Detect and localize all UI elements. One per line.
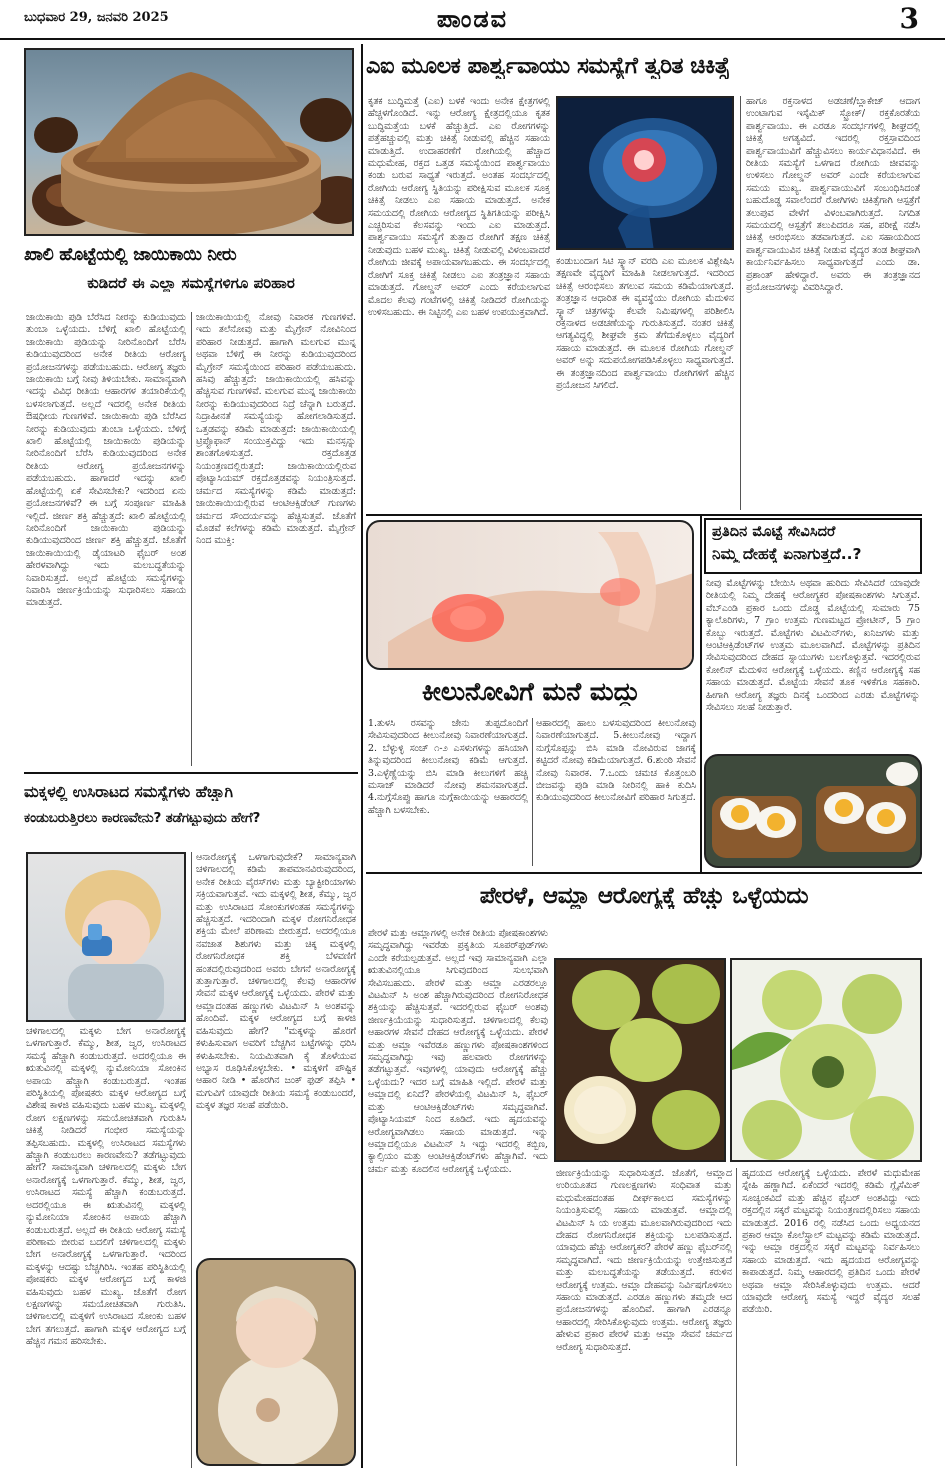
child-headline-line1: ಮಕ್ಕಳಲ್ಲಿ ಉಸಿರಾಟದ ಸಮಸ್ಯೆಗಳು ಹೆಚ್ಚಾಗಿ xyxy=(24,784,234,801)
ai-bottom-rule xyxy=(366,514,922,516)
knee-body-col1: 1.ತುಳಸಿ ರಸವನ್ನು ಜೇನು ತುಪ್ಪದೊಂದಿಗೆ ಸೇವಿಸುವುದರಿಂದ ಕೀಲುನೋವು ನಿವಾರಣೆಯಾಗುತ್ತದೆ. 2. ಬೆಳ್ಳುಳ್ಳಿ ಸಂಚ್ ೧-೨ ಎಸಳುಗಳನ್ನು ಹಸಿಯಾಗಿ ತಿನ್ನುವುದರಿಂದ ಕೀಲುನೋವು ಕಡಿಮೆ ಆಗುತ್ತದೆ. 3.ಎಳ್ಳೆಣ್ಣೆಯನ್ನು ಬಿಸಿ ಮಾಡಿ ಕೀಲುಗಳಿಗೆ ಹಚ್ಚಿ ಮಸಾಜ್ ಮಾಡಿದರೆ ನೋವು ಶಮನವಾಗುತ್ತದೆ. 4.ನುಗ್ಗೆಸೊಪ್ಪು ಹಾಗೂ ನುಗ್ಗೆಕಾಯಿಯನ್ನು ಆಹಾರದಲ್ಲಿ ಹೆಚ್ಚಾಗಿ ಬಳಸಬೇಕು. xyxy=(368,718,528,816)
knee-body-col2: ಆಹಾರದಲ್ಲಿ ಹಾಲು ಬಳಸುವುದರಿಂದ ಕೀಲುನೋವು ನಿವಾರಣೆಯಾಗುತ್ತದೆ. 5.ಕೀಲುನೋವು ಇದ್ದಾಗ ನುಗ್ಗೆಸೊಪ್ಪನ್ನು ಬಿಸಿ ಮಾಡಿ ನೋವಿರುವ ಜಾಗಕ್ಕೆ ಕಟ್ಟಿದರೆ ನೋವು ಕಡಿಮೆಯಾಗುತ್ತದೆ. 6.ಶುಂಠಿ ಸೇವನೆ ನೋವು ನಿವಾರಕ. 7.ಒಂದು ಚಮಚ ಕೊತ್ತಂಬರಿ ಬೀಜವನ್ನು ಪುಡಿ ಮಾಡಿ ನೀರಿನಲ್ಲಿ ಹಾಕಿ ಕುದಿಸಿ ಕುಡಿಯುವುದರಿಂದ ಕೀಲುನೋವಿಗೆ ಪರಿಹಾರ ಸಿಗುತ್ತದೆ. xyxy=(536,718,696,804)
guava-body-col3: ಹೃದಯದ ಆರೋಗ್ಯಕ್ಕೆ ಒಳ್ಳೆಯದು. ಪೇರಳೆ ಮಧುಮೇಹ ಸ್ನೇಹಿ ಹಣ್ಣಾಗಿದೆ. ಏಕೆಂದರೆ ಇದರಲ್ಲಿ ಕಡಿಮೆ ಗ್ಲೈಸೆಮಿಕ್ ಸೂಚ್ಯಂಕವಿದೆ ಮತ್ತು ಹೆಚ್ಚಿನ ಫೈಬರ್ ಅಂಶವಿದ್ದು ಇದು ರಕ್ತದಲ್ಲಿನ ಸಕ್ಕರೆ ಮಟ್ಟವನ್ನು ನಿಯಂತ್ರಣದಲ್ಲಿರಿಸಲು ಸಹಾಯ ಮಾಡುತ್ತದೆ. 2016 ರಲ್ಲಿ ನಡೆಸಿದ ಒಂದು ಅಧ್ಯಯನದ ಪ್ರಕಾರ ಆಮ್ಲಾ ಕೊಲೆಸ್ಟ್ರಾಲ್ ಮಟ್ಟವನ್ನು ಕಡಿಮೆ ಮಾಡುತ್ತದೆ. ಇನ್ನು ಆಮ್ಲಾ ರಕ್ತದಲ್ಲಿನ ಸಕ್ಕರೆ ಮಟ್ಟವನ್ನು ನಿರ್ವಹಿಸಲು ಸಹಾಯ ಮಾಡುತ್ತದೆ. ಇದು ಹೃದಯದ ಆರೋಗ್ಯವನ್ನು ಕಾಪಾಡುತ್ತದೆ. ನಿಮ್ಮ ಆಹಾರದಲ್ಲಿ ಪ್ರತಿದಿನ ಒಂದು ಪೇರಳೆ ಅಥವಾ ಆಮ್ಲಾ ಸೇರಿಸಿಕೊಳ್ಳುವುದು ಉತ್ತಮ. ಆದರೆ ಯಾವುದೇ ಆರೋಗ್ಯ ಸಮಸ್ಯೆ ಇದ್ದರೆ ವೈದ್ಯರ ಸಲಹೆ ಪಡೆಯಿರಿ. xyxy=(742,1168,920,1316)
eggs-headline-line2: ನಿಮ್ಮ ದೇಹಕ್ಕೆ ಏನಾಗುತ್ತದೆ..? xyxy=(712,546,862,564)
eggs-body: ನೀವು ಮೊಟ್ಟೆಗಳನ್ನು ಬೇಯಿಸಿ ಅಥವಾ ಹುರಿದು ಸೇವಿಸಿದರೆ ಯಾವುದೇ ರೀತಿಯಲ್ಲಿ ನಿಮ್ಮ ದೇಹಕ್ಕೆ ಆರೋಗ್ಯಕರ ಪೋಷಕಾಂಶಗಳು ಸಿಗುತ್ತವೆ. ವೆಬ್‌ಎಂಡಿ ಪ್ರಕಾರ ಒಂದು ದೊಡ್ಡ ಮೊಟ್ಟೆಯಲ್ಲಿ ಸುಮಾರು 75 ಕ್ಯಾಲೊರಿಗಳು, 7 ಗ್ರಾಂ ಉತ್ತಮ ಗುಣಮಟ್ಟದ ಪ್ರೋಟೀನ್, 5 ಗ್ರಾಂ ಕೊಬ್ಬು ಇರುತ್ತದೆ. ಮೊಟ್ಟೆಗಳು ವಿಟಮಿನ್‌ಗಳು, ಖನಿಜಗಳು ಮತ್ತು ಆಂಟಿಆಕ್ಸಿಡೆಂಟ್‌ಗಳ ಉತ್ತಮ ಮೂಲವಾಗಿದೆ. ಮೊಟ್ಟೆಗಳನ್ನು ಪ್ರತಿದಿನ ಸೇವಿಸುವುದರಿಂದ ದೇಹದ ಸ್ನಾಯುಗಳು ಬಲಗೊಳ್ಳುತ್ತವೆ. ಇದರಲ್ಲಿರುವ ಕೋಲಿನ್ ಮೆದುಳಿನ ಆರೋಗ್ಯಕ್ಕೆ ಒಳ್ಳೆಯದು. ಕಣ್ಣಿನ ಆರೋಗ್ಯಕ್ಕೆ ಸಹ ಸಹಾಯ ಮಾಡುತ್ತದೆ. ಮೊಟ್ಟೆಯ ಸೇವನೆ ತೂಕ ಇಳಿಕೆಗೂ ಸಹಕಾರಿ. ಹೀಗಾಗಿ ಆರೋಗ್ಯ ತಜ್ಞರು ದಿನಕ್ಕೆ ಒಂದರಿಂದ ಎರಡು ಮೊಟ್ಟೆಗಳನ್ನು ಸೇವಿಸಲು ಸಲಹೆ ನೀಡುತ್ತಾರೆ. xyxy=(706,578,920,714)
eggs-headline-box xyxy=(704,518,922,574)
baby-photo xyxy=(196,1258,356,1466)
amla-photo xyxy=(730,958,922,1162)
knee-headline: ಕೀಲುನೋವಿಗೆ ಮನೆ ಮದ್ದು xyxy=(422,678,640,706)
brain-illustration xyxy=(558,98,734,250)
guava-body-col1: ಪೇರಳೆ ಮತ್ತು ಆಮ್ಲಾಗಳಲ್ಲಿ ಅನೇಕ ರೀತಿಯ ಪೋಷಕಾಂಶಗಳು ಸಮೃದ್ಧವಾಗಿದ್ದು ಇವರೆಡು ಪ್ರಕೃತಿಯ ಸೂಪರ್‌ಫುಡ್‌ಗಳು ಎಂದೇ ಕರೆಯಲ್ಪಡುತ್ತವೆ. ಅಲ್ಲದೆ ಇವು ಸಾಮಾನ್ಯವಾಗಿ ಎಲ್ಲಾ ಋತುವಿನಲ್ಲಿಯೂ ಸಿಗುವುದರಿಂದ ಸುಲಭವಾಗಿ ಸೇವಿಸಬಹುದು. ಪೇರಳೆ ಮತ್ತು ಆಮ್ಲಾ ಎರಡರಲ್ಲೂ ವಿಟಮಿನ್ ಸಿ ಅಂಶ ಹೆಚ್ಚಾಗಿರುವುದರಿಂದ ರೋಗನಿರೋಧಕ ಶಕ್ತಿಯನ್ನು ಹೆಚ್ಚಿಸುತ್ತವೆ. ಇದರಲ್ಲಿರುವ ಫೈಬರ್ ಅಂಶವು ಜೀರ್ಣಕ್ರಿಯೆಯನ್ನು ಸುಧಾರಿಸುತ್ತದೆ. ಚಳಿಗಾಲದಲ್ಲಿ ಕೆಲವು ಆಹಾರಗಳ ಸೇವನೆ ದೇಹದ ಆರೋಗ್ಯಕ್ಕೆ ಒಳ್ಳೆಯದು. ಪೇರಳೆ ಮತ್ತು ಆಮ್ಲಾ ಇವೆರಡೂ ಹಣ್ಣುಗಳು ಪೋಷಕಾಂಶಗಳಿಂದ ಸಮೃದ್ಧವಾಗಿದ್ದು ಇವು ಹಲವಾರು ರೋಗಗಳನ್ನು ತಡೆಗಟ್ಟುತ್ತವೆ. ಇವುಗಳಲ್ಲಿ ಯಾವುದು ಆರೋಗ್ಯಕ್ಕೆ ಹೆಚ್ಚು ಒಳ್ಳೆಯದು? ಇದರ ಬಗ್ಗೆ ಮಾಹಿತಿ ಇಲ್ಲಿದೆ. ಪೇರಳೆ ಮತ್ತು ಆಮ್ಲಾದಲ್ಲಿ ಏನಿದೆ? ಪೇರಳೆಯಲ್ಲಿ ವಿಟಮಿನ್ ಸಿ, ಫೈಬರ್ ಮತ್ತು ಆಂಟಿಆಕ್ಸಿಡೆಂಟ್‌ಗಳು ಸಮೃದ್ಧವಾಗಿವೆ. ಪೊಟ್ಯಾಸಿಯಮ್ ನಿಂದ ಕೂಡಿದೆ. ಇದು ಹೃದಯವನ್ನು ಆರೋಗ್ಯವಾಗಿಡಲು ಸಹಾಯ ಮಾಡುತ್ತದೆ. ಇನ್ನು ಆಮ್ಲಾದಲ್ಲಿಯೂ ವಿಟಮಿನ್ ಸಿ ಇದ್ದು ಇದರಲ್ಲಿ ಕಬ್ಬಿಣ, ಕ್ಯಾಲ್ಸಿಯಂ ಮತ್ತು ಆಂಟಿಆಕ್ಸಿಡೆಂಟ್‌ಗಳು ಹೆಚ್ಚಾಗಿವೆ. ಇದು ಚರ್ಮ ಮತ್ತು ಕೂದಲಿನ ಆರೋಗ್ಯಕ್ಕೆ ಒಳ್ಳೆಯದು. xyxy=(368,928,548,1175)
nutmeg-headline-line1: ಖಾಲಿ ಹೊಟ್ಟೆಯಲ್ಲಿ ಜಾಯಿಕಾಯಿ ನೀರು xyxy=(24,246,237,265)
knee-col-rule xyxy=(532,718,533,866)
ai-body-col3: ಹಾಗೂ ರಕ್ತನಾಳದ ಅಡಚಣೆ/ಬ್ಲಾಕೇಜ್ ಆದಾಗ ಉಂಟಾಗುವ ಇಸ್ಕೆಮಿಕ್ ಸ್ಟ್ರೋಕ್/ ರಕ್ತಕೊರತೆಯ ಪಾರ್ಶ್ವವಾಯು. ಈ ಎರಡೂ ಸಂದರ್ಭಗಳಲ್ಲಿ ಶೀಘ್ರದಲ್ಲಿ ಚಿಕಿತ್ಸೆ ಅಗತ್ಯವಿದೆ. ಇದರಲ್ಲಿ ರಕ್ತಸ್ರಾವದಿಂದ ಪಾರ್ಶ್ವವಾಯುವಿಗೆ ಹೆಚ್ಚುವಿಸಲು ಕಾರ್ಯವಿಧಾನವಿದೆ. ಈ ರೀತಿಯ ಸಮಸ್ಯೆಗೆ ಒಳಗಾದ ರೋಗಿಯ ಜೀವವನ್ನು ಉಳಿಸಲು ಗೋಲ್ಡನ್ ಅವರ್ ಎಂದೇ ಕರೆಯಲಾಗುವ ಸಮಯ ಮುಖ್ಯ. ಪಾರ್ಶ್ವವಾಯುವಿಗೆ ಸಂಬಂಧಿಸಿದಂತೆ ಬಹುದೊಡ್ಡ ಸವಾಲೆಂದರೆ ರೋಗಿಗಳು ಚಿಕಿತ್ಸೆಗಾಗಿ ಆಸ್ಪತ್ರೆಗೆ ತಲುಪುವ ವೇಳೆಗೆ ವಿಳಂಬವಾಗಿರುತ್ತದೆ. ನಿಗದಿತ ಸಮಯದಲ್ಲಿ ಆಸ್ಪತ್ರೆಗೆ ತಲುಪಿದರೂ ಸಹ, ಪರೀಕ್ಷೆ ನಡೆಸಿ ಚಿಕಿತ್ಸೆ ಆರಂಭಿಸಲು ತಡವಾಗುತ್ತದೆ. ಎಐ ಸಹಾಯದಿಂದ ಪಾರ್ಶ್ವವಾಯುವಿನ ಚಿಕಿತ್ಸೆ ನೀಡುವ ವೈದ್ಯರ ತಂಡ ಶೀಘ್ರವಾಗಿ ಕಾರ್ಯನಿರ್ವಹಿಸಲು ಸಾಧ್ಯವಾಗುತ್ತದೆ ಎಂದು ಡಾ. ಪ್ರಶಾಂತ್ ಹೇಳಿದ್ದಾರೆ. ಅವರು ಈ ತಂತ್ರಜ್ಞಾನದ ಪ್ರಯೋಜನಗಳನ್ನು ವಿವರಿಸಿದ್ದಾರೆ. xyxy=(746,96,920,294)
guava-top-rule xyxy=(366,872,922,874)
child-col-rule xyxy=(191,852,192,1468)
child-inhaler-illustration xyxy=(28,854,186,1022)
nutmeg-photo xyxy=(24,48,354,236)
issue-date: ಬುಧವಾರ 29, ಜನವರಿ 2025 xyxy=(24,10,169,25)
nutmeg-headline xyxy=(24,240,358,304)
guava-headline: ಪೇರಳೆ, ಆಮ್ಲಾ ಆರೋಗ್ಯಕ್ಕೆ ಹೆಚ್ಚು ಒಳ್ಳೆಯದು xyxy=(479,884,809,909)
guava-photo xyxy=(554,958,726,1162)
guava-col-rule xyxy=(736,1168,737,1466)
nutmeg-body-col2: ಜಾಯಿಕಾಯಿಯಲ್ಲಿ ನೋವು ನಿವಾರಕ ಗುಣಗಳಿವೆ. ಇದು ತಲೆನೋವು ಮತ್ತು ಮೈಗ್ರೇನ್ ನೋವಿನಿಂದ ಪರಿಹಾರ ನೀಡುತ್ತದೆ. ಹಾಗಾಗಿ ಮಲಗುವ ಮುನ್ನ ಅಥವಾ ಬೆಳಿಗ್ಗೆ ಈ ನೀರನ್ನು ಕುಡಿಯುವುದರಿಂದ ಮೈಗ್ರೇನ್ ಸಮಸ್ಯೆಯಿಂದ ಪರಿಹಾರ ಪಡೆಯಬಹುದು. ಹಸಿವು ಹೆಚ್ಚುತ್ತದೆ: ಜಾಯಿಕಾಯಿಯಲ್ಲಿ ಹಸಿವನ್ನು ಹೆಚ್ಚಿಸುವ ಗುಣಗಳಿವೆ. ಮಲಗುವ ಮುನ್ನ ಜಾಯಿಕಾಯಿ ನೀರನ್ನು ಕುಡಿಯುವುದರಿಂದ ನಿದ್ರೆ ಚೆನ್ನಾಗಿ ಬರುತ್ತದೆ. ನಿದ್ರಾಹೀನತೆ ಸಮಸ್ಯೆಯನ್ನು ಹೋಗಲಾಡಿಸುತ್ತದೆ. ಒತ್ತಡವನ್ನು ಕಡಿಮೆ ಮಾಡುತ್ತದೆ: ಜಾಯಿಕಾಯಿಯಲ್ಲಿ ಟ್ರಿಪ್ಟೊಫಾನ್ ಸಂಯುಕ್ತವಿದ್ದು ಇದು ಮನಸ್ಸನ್ನು ಶಾಂತಗೊಳಿಸುತ್ತದೆ. ರಕ್ತದೊತ್ತಡ ನಿಯಂತ್ರಣದಲ್ಲಿರುತ್ತದೆ: ಜಾಯಿಕಾಯಿಯಲ್ಲಿರುವ ಪೊಟ್ಯಾಸಿಯಮ್ ರಕ್ತದೊತ್ತಡವನ್ನು ನಿಯಂತ್ರಿಸುತ್ತದೆ. ಚರ್ಮದ ಸಮಸ್ಯೆಗಳನ್ನು ಕಡಿಮೆ ಮಾಡುತ್ತದೆ: ಜಾಯಿಕಾಯಿಯಲ್ಲಿರುವ ಆಂಟಿಆಕ್ಸಿಡೆಂಟ್ ಗುಣಗಳು ಚರ್ಮದ ಸೌಂದರ್ಯವನ್ನು ಹೆಚ್ಚಿಸುತ್ತವೆ. ಜೊತೆಗೆ ಮೊಡವೆ ಕಲೆಗಳನ್ನು ಕಡಿಮೆ ಮಾಡುತ್ತದೆ. ಮೈಗ್ರೇನ್ ನಿಂದ ಮುಕ್ತಿ: xyxy=(196,312,356,547)
eggs-toast-photo xyxy=(704,754,922,868)
eggs-headline-line1: ಪ್ರತಿದಿನ ಮೊಟ್ಟೆ ಸೇವಿಸಿದರೆ xyxy=(712,524,836,540)
eggs-illustration xyxy=(706,756,922,868)
nutmeg-headline-line2: ಕುಡಿದರೆ ಈ ಎಲ್ಲಾ ಸಮಸ್ಯೆಗಳಿಗೂ ಪರಿಹಾರ xyxy=(87,275,295,292)
guava-illustration xyxy=(556,960,726,1162)
child-body-col-right: ಆನಾರೋಗ್ಯಕ್ಕೆ ಒಳಗಾಗುವುದೇಕೆ? ಸಾಮಾನ್ಯವಾಗಿ ಚಳಿಗಾಲದಲ್ಲಿ ಕಡಿಮೆ ತಾಪಮಾನವಿರುವುದರಿಂದ, ಅನೇಕ ರೀತಿಯ ವೈರಸ್‌ಗಳು ಮತ್ತು ಬ್ಯಾಕ್ಟೀರಿಯಾಗಳು ಸಕ್ರಿಯವಾಗುತ್ತವೆ. ಇದು ಮಕ್ಕಳಲ್ಲಿ ಶೀತ, ಕೆಮ್ಮು, ಜ್ವರ ಮತ್ತು ಉಸಿರಾಟದ ಸೋಂಕುಗಳಂತಹ ಸಮಸ್ಯೆಗಳನ್ನು ಹೆಚ್ಚಿಸುತ್ತದೆ. ಇದರಿಂದಾಗಿ ಮಕ್ಕಳ ರೋಗನಿರೋಧಕ ಶಕ್ತಿಯ ಮೇಲೆ ಪರಿಣಾಮ ಬೀರುತ್ತದೆ. ಅದರಲ್ಲಿಯೂ ನವಜಾತ ಶಿಶುಗಳು ಮತ್ತು ಚಿಕ್ಕ ಮಕ್ಕಳಲ್ಲಿ ರೋಗನಿರೋಧಕ ಶಕ್ತಿ ಬೆಳವಣಿಗೆ ಹಂತದಲ್ಲಿರುವುದರಿಂದ ಅವರು ಬೇಗನೆ ಅನಾರೋಗ್ಯಕ್ಕೆ ತುತ್ತಾಗುತ್ತಾರೆ. ಚಳಿಗಾಲದಲ್ಲಿ ಕೆಲವು ಆಹಾರಗಳ ಸೇವನೆ ಮಕ್ಕಳ ಆರೋಗ್ಯಕ್ಕೆ ಒಳ್ಳೆಯದು. ಪೇರಳೆ ಮತ್ತು ಆಮ್ಲಾದಂತಹ ಹಣ್ಣುಗಳು ವಿಟಮಿನ್ ಸಿ ಅಂಶವನ್ನು ಹೊಂದಿವೆ. ಮಕ್ಕಳ ಆರೋಗ್ಯದ ಬಗ್ಗೆ ಕಾಳಜಿ ವಹಿಸುವುದು ಹೇಗೆ? "ಮಕ್ಕಳನ್ನು ಹೊರಗೆ ಕಳುಹಿಸುವಾಗ ಅವರಿಗೆ ಬೆಚ್ಚಗಿನ ಬಟ್ಟೆಗಳನ್ನು ಧರಿಸಿ ಕಳುಹಿಸಬೇಕು. ನಿಯಮಿತವಾಗಿ ಕೈ ತೊಳೆಯುವ ಅಭ್ಯಾಸ ರೂಢಿಸಿಕೊಳ್ಳಬೇಕು. • ಮಕ್ಕಳಿಗೆ ಪೌಷ್ಟಿಕ ಆಹಾರ ನೀಡಿ • ಹೊರಗಿನ ಜಂಕ್ ಫುಡ್ ತಪ್ಪಿಸಿ • ಮಗುವಿಗೆ ಯಾವುದೇ ರೀತಿಯ ಸಮಸ್ಯೆ ಕಂಡುಬಂದರೆ, ಮಕ್ಕಳ ತಜ್ಞರ ಸಲಹೆ ಪಡೆಯಿರಿ. xyxy=(196,852,356,1112)
nutmeg-body-col1: ಜಾಯಿಕಾಯಿ ಪುಡಿ ಬೆರೆಸಿದ ನೀರನ್ನು ಕುಡಿಯುವುದು ತುಂಬಾ ಒಳ್ಳೆಯದು. ಬೆಳಿಗ್ಗೆ ಖಾಲಿ ಹೊಟ್ಟೆಯಲ್ಲಿ ಜಾಯಿಕಾಯಿ ಪುಡಿಯನ್ನು ನೀರಿನೊಂದಿಗೆ ಬೆರೆಸಿ ಕುಡಿಯುವುದರಿಂದ ಅನೇಕ ರೀತಿಯ ಆರೋಗ್ಯ ಪ್ರಯೋಜನಗಳನ್ನು ಪಡೆಯಬಹುದು. ಆರೋಗ್ಯ ತಜ್ಞರು ಜಾಯಿಕಾಯಿ ಬಗ್ಗೆ ನೀವು ತಿಳಿಯಬೇಕು. ಸಾಮಾನ್ಯವಾಗಿ ಇದನ್ನು ವಿವಿಧ ರೀತಿಯ ಆಹಾರಗಳ ತಯಾರಿಕೆಯಲ್ಲಿ ಬಳಸಲಾಗುತ್ತದೆ. ಅಲ್ಲದೆ ಇದರಲ್ಲಿ ಅನೇಕ ರೀತಿಯ ಔಷಧೀಯ ಗುಣಗಳಿವೆ. ಜಾಯಿಕಾಯಿ ಪುಡಿ ಬೆರೆಸಿದ ನೀರನ್ನು ಕುಡಿಯುವುದು ತುಂಬಾ ಒಳ್ಳೆಯದು. ಬೆಳಿಗ್ಗೆ ಖಾಲಿ ಹೊಟ್ಟೆಯಲ್ಲಿ ಜಾಯಿಕಾಯಿ ಪುಡಿಯನ್ನು ನೀರಿನೊಂದಿಗೆ ಬೆರೆಸಿ ಕುಡಿಯುವುದರಿಂದ ಅನೇಕ ರೀತಿಯ ಆರೋಗ್ಯ ಪ್ರಯೋಜನಗಳನ್ನು ಪಡೆಯಬಹುದು. ಹಾಗಾದರೆ ಇದನ್ನು ಖಾಲಿ ಹೊಟ್ಟೆಯಲ್ಲಿ ಏಕೆ ಸೇವಿಸಬೇಕು? ಇದರಿಂದ ಏನು ಪ್ರಯೋಜನಗಳಿವೆ? ಈ ಬಗ್ಗೆ ಸಂಪೂರ್ಣ ಮಾಹಿತಿ ಇಲ್ಲಿದೆ. ಜೀರ್ಣ ಶಕ್ತಿ ಹೆಚ್ಚುತ್ತದೆ: ಖಾಲಿ ಹೊಟ್ಟೆಯಲ್ಲಿ ನೀರಿನೊಂದಿಗೆ ಜಾಯಿಕಾಯಿ ಪುಡಿಯನ್ನು ಕುಡಿಯುವುದರಿಂದ ಜೀರ್ಣ ಶಕ್ತಿ ಹೆಚ್ಚುತ್ತದೆ. ಜೊತೆಗೆ ಜಾಯಿಕಾಯಿಯಲ್ಲಿ ಡೈಯಾಟರಿ ಫೈಬರ್ ಅಂಶ ಹೇರಳವಾಗಿದ್ದು ಇದು ಮಲಬದ್ಧತೆಯನ್ನು ನಿವಾರಿಸುತ್ತದೆ. ಅಲ್ಲದೆ ಹೊಟ್ಟೆಯ ಸಮಸ್ಯೆಗಳನ್ನು ನಿವಾರಿಸಿ ಜೀರ್ಣಕ್ರಿಯೆಯನ್ನು ಸುಧಾರಿಸಲು ಸಹಾಯ ಮಾಡುತ್ತದೆ. xyxy=(26,312,186,609)
child-body-col-left: ಚಳಿಗಾಲದಲ್ಲಿ ಮಕ್ಕಳು ಬೇಗ ಅನಾರೋಗ್ಯಕ್ಕೆ ಒಳಗಾಗುತ್ತಾರೆ. ಕೆಮ್ಮು, ಶೀತ, ಜ್ವರ, ಉಸಿರಾಟದ ಸಮಸ್ಯೆ ಹೆಚ್ಚಾಗಿ ಕಂಡುಬರುತ್ತದೆ. ಅದರಲ್ಲಿಯೂ ಈ ಋತುವಿನಲ್ಲಿ ಮಕ್ಕಳಲ್ಲಿ ನ್ಯುಮೋನಿಯಾ ಸೋಂಕಿನ ಅಪಾಯ ಹೆಚ್ಚಾಗಿ ಕಂಡುಬರುತ್ತದೆ. ಇಂತಹ ಪರಿಸ್ಥಿತಿಯಲ್ಲಿ ಪೋಷಕರು ಮಕ್ಕಳ ಆರೋಗ್ಯದ ಬಗ್ಗೆ ವಿಶೇಷ ಕಾಳಜಿ ವಹಿಸುವುದು ಬಹಳ ಮುಖ್ಯ. ಮಕ್ಕಳಲ್ಲಿ ರೋಗ ಲಕ್ಷಣಗಳನ್ನು ಸಮಯೋಚಿತವಾಗಿ ಗುರುತಿಸಿ ಚಿಕಿತ್ಸೆ ನೀಡಿದರೆ ಗಂಭೀರ ಸಮಸ್ಯೆಯನ್ನು ತಪ್ಪಿಸಬಹುದು. ಮಕ್ಕಳಲ್ಲಿ ಉಸಿರಾಟದ ಸಮಸ್ಯೆಗಳು ಹೆಚ್ಚಾಗಿ ಕಂಡುಬರಲು ಕಾರಣವೇನು? ತಡೆಗಟ್ಟುವುದು ಹೇಗೆ? ಸಾಮಾನ್ಯವಾಗಿ ಚಳಿಗಾಲದಲ್ಲಿ ಮಕ್ಕಳು ಬೇಗ ಅನಾರೋಗ್ಯಕ್ಕೆ ಒಳಗಾಗುತ್ತಾರೆ. ಕೆಮ್ಮು, ಶೀತ, ಜ್ವರ, ಉಸಿರಾಟದ ಸಮಸ್ಯೆ ಹೆಚ್ಚಾಗಿ ಕಂಡುಬರುತ್ತದೆ. ಅದರಲ್ಲಿಯೂ ಈ ಋತುವಿನಲ್ಲಿ ಮಕ್ಕಳಲ್ಲಿ ನ್ಯುಮೋನಿಯಾ ಸೋಂಕಿನ ಅಪಾಯ ಹೆಚ್ಚಾಗಿ ಕಂಡುಬರುತ್ತದೆ. ಅಲ್ಲದೆ ಈ ರೀತಿಯ ಆರೋಗ್ಯ ಸಮಸ್ಯೆ ಪರಿಣಾಮ ಬೀರುವ ಬದಲಿಗೆ ಚಳಿಗಾಲದಲ್ಲಿ ಮಕ್ಕಳು ಬೇಗ ಅನಾರೋಗ್ಯಕ್ಕೆ ಒಳಗಾಗುತ್ತಾರೆ. ಇದರಿಂದ ಮಕ್ಕಳನ್ನು ಆದಷ್ಟು ಬೆಚ್ಚಗಿರಿಸಿ. ಇಂತಹ ಪರಿಸ್ಥಿತಿಯಲ್ಲಿ ಪೋಷಕರು ಮಕ್ಕಳ ಆರೋಗ್ಯದ ಬಗ್ಗೆ ಕಾಳಜಿ ವಹಿಸುವುದು ಬಹಳ ಮುಖ್ಯ. ಜೊತೆಗೆ ರೋಗ ಲಕ್ಷಣಗಳನ್ನು ಸಮಯೋಚಿತವಾಗಿ ಗುರುತಿಸಿ. ಚಳಿಗಾಲದಲ್ಲಿ ಮಕ್ಕಳಿಗೆ ಉಸಿರಾಟದ ಸೋಂಕು ಬಹಳ ಬೇಗ ತಗಲುತ್ತದೆ. ಹಾಗಾಗಿ ಮಕ್ಕಳ ಆರೋಗ್ಯದ ಬಗ್ಗೆ ಹೆಚ್ಚಿನ ಗಮನ ಹರಿಸಬೇಕು. xyxy=(26,1026,186,1348)
knee-illustration xyxy=(368,522,694,670)
knee-pain-photo xyxy=(366,520,694,670)
column-rule-main xyxy=(361,44,363,1468)
ai-body-col1: ಕೃತಕ ಬುದ್ಧಿಮತ್ತೆ (ಎಐ) ಬಳಕೆ ಇಂದು ಅನೇಕ ಕ್ಷೇತ್ರಗಳಲ್ಲಿ ಹೆಚ್ಚಳಗೊಂಡಿದೆ. ಇನ್ನು ಆರೋಗ್ಯ ಕ್ಷೇತ್ರದಲ್ಲಿಯೂ ಕೃತಕ ಬುದ್ಧಿಮತ್ತೆಯ ಬಳಕೆ ಹೆಚ್ಚುತ್ತಿದೆ. ಎಐ ರೋಗಗಳನ್ನು ಪತ್ತೆಹಚ್ಚುವಲ್ಲಿ ಮತ್ತು ಚಿಕಿತ್ಸೆ ನೀಡುವಲ್ಲಿ ಹೆಚ್ಚಿನ ಸಹಾಯ ಮಾಡುತ್ತಿದೆ. ಉದಾಹರಣೆಗೆ ರೋಗಿಯಲ್ಲಿ ಹೆಚ್ಚಾದ ಮಧುಮೇಹ, ರಕ್ತದ ಒತ್ತಡ ಸಮಸ್ಯೆಯಿಂದ ಪಾರ್ಶ್ವವಾಯು ಕಂಡು ಬರುವ ಸಾಧ್ಯತೆ ಇರುತ್ತದೆ. ಅಂತಹ ಸಂದರ್ಭದಲ್ಲಿ ರೋಗಿಯ ಆರೋಗ್ಯ ಸ್ಥಿತಿಯನ್ನು ಪರೀಕ್ಷಿಸುವ ಮೂಲಕ ಸೂಕ್ತ ಚಿಕಿತ್ಸೆ ನೀಡಲು ಎಐ ಸಹಾಯ ಮಾಡುತ್ತದೆ. ಅನೇಕ ಸಮಯದಲ್ಲಿ ರೋಗಿಯ ಆರೋಗ್ಯದ ಸ್ಥಿತಿಗತಿಯನ್ನು ಪರೀಕ್ಷಿಸಿ ಎಚ್ಚರಿಸುವ ಕೆಲಸವನ್ನು ಇಂದು ಎಐ ಮಾಡುತ್ತದೆ. ಪಾರ್ಶ್ವವಾಯು ಸಮಸ್ಯೆಗೆ ತುತ್ತಾದ ರೋಗಿಗೆ ತಕ್ಷಣ ಚಿಕಿತ್ಸೆ ನೀಡುವುದು ಬಹಳ ಮುಖ್ಯ. ಚಿಕಿತ್ಸೆ ನೀಡುವಲ್ಲಿ ವಿಳಂಬವಾದರೆ ರೋಗಿಯ ಜೀವಕ್ಕೆ ಅಪಾಯವಾಗಬಹುದು. ಈ ಸಂದರ್ಭದಲ್ಲಿ ರೋಗಿಗೆ ಸೂಕ್ತ ಚಿಕಿತ್ಸೆ ನೀಡಲು ಎಐ ತಂತ್ರಜ್ಞಾನ ಸಹಾಯ ಮಾಡುತ್ತದೆ. ಗೋಲ್ಡನ್ ಅವರ್ ಎಂದು ಕರೆಯಲಾಗುವ ಮೊದಲ ಕೆಲವು ಗಂಟೆಗಳಲ್ಲಿ ಚಿಕಿತ್ಸೆ ನೀಡಿದರೆ ರೋಗಿಯನ್ನು ಉಳಿಸಬಹುದು. ಈ ನಿಟ್ಟಿನಲ್ಲಿ ಎಐ ಬಹಳ ಉಪಯುಕ್ತವಾಗಿದೆ. xyxy=(368,96,550,318)
newspaper-brand: ಪಾಂಡವ xyxy=(436,4,509,33)
ai-headline: ಎಐ ಮೂಲಕ ಪಾರ್ಶ್ವವಾಯು ಸಮಸ್ಯೆಗೆ ತ್ವರಿತ ಚಿಕಿತ್ಸೆ xyxy=(366,54,730,79)
ai-body-col2: ಕಂಡುಬಂದಾಗ ಸಿಟಿ ಸ್ಕ್ಯಾನ್ ವರದಿ ಎಐ ಮೂಲಕ ವಿಶ್ಲೇಷಿಸಿ ತಕ್ಷಣವೇ ವೈದ್ಯರಿಗೆ ಮಾಹಿತಿ ನೀಡಲಾಗುತ್ತದೆ. ಇದರಿಂದ ಚಿಕಿತ್ಸೆ ಆರಂಭಿಸಲು ತಗಲುವ ಸಮಯ ಕಡಿಮೆಯಾಗುತ್ತದೆ. ತಂತ್ರಜ್ಞಾನ ಆಧಾರಿತ ಈ ವ್ಯವಸ್ಥೆಯು ರೋಗಿಯ ಮೆದುಳಿನ ಸ್ಕ್ಯಾನ್ ಚಿತ್ರಗಳನ್ನು ಕೆಲವೇ ನಿಮಿಷಗಳಲ್ಲಿ ಪರಿಶೀಲಿಸಿ ರಕ್ತನಾಳದ ಅಡಚಣೆಯನ್ನು ಗುರುತಿಸುತ್ತದೆ. ನಂತರ ಚಿಕಿತ್ಸೆ ಆಗತ್ಯವಿದ್ದಲ್ಲಿ ಶೀಘ್ರವೇ ಕ್ರಮ ತೆಗೆದುಕೊಳ್ಳಲು ವೈದ್ಯರಿಗೆ ಸಹಾಯ ಮಾಡುತ್ತದೆ. ಈ ಮೂಲಕ ರೋಗಿಯ ಗೋಲ್ಡನ್ ಅವರ್ ಅನ್ನು ಸದುಪಯೋಗಪಡಿಸಿಕೊಳ್ಳಲು ಸಾಧ್ಯವಾಗುತ್ತದೆ. ಈ ತಂತ್ರಜ್ಞಾನದಿಂದ ಪಾರ್ಶ್ವವಾಯು ರೋಗಿಗಳಿಗೆ ಹೆಚ್ಚಿನ ಪ್ರಯೋಜನ ಸಿಗಲಿದೆ. xyxy=(556,256,734,392)
ai-col-rule xyxy=(740,96,741,510)
amla-illustration xyxy=(732,960,922,1162)
knee-headline-box xyxy=(366,672,696,716)
left-section-rule xyxy=(24,772,358,774)
child-headline xyxy=(24,778,358,842)
masthead xyxy=(0,0,945,40)
guava-headline-box xyxy=(366,876,922,924)
eggs-left-rule xyxy=(700,514,702,872)
child-headline-line2: ಕಂಡುಬರುತ್ತಿರಲು ಕಾರಣವೇನು? ತಡೆಗಟ್ಟುವುದು ಹೇಗೆ? xyxy=(24,811,261,826)
nutmeg-bowl-illustration xyxy=(26,50,354,236)
nutmeg-col-rule xyxy=(191,312,192,766)
baby-illustration xyxy=(198,1260,356,1466)
page-number: 3 xyxy=(899,2,919,35)
child-inhaler-photo xyxy=(26,852,186,1022)
brain-scan-photo xyxy=(556,96,734,250)
guava-body-col2: ಜೀರ್ಣಕ್ರಿಯೆಯನ್ನು ಸುಧಾರಿಸುತ್ತದೆ. ಜೊತೆಗೆ, ಆಮ್ಲಾದ ಉರಿಯೂತದ ಗುಣಲಕ್ಷಣಗಳು ಸಂಧಿವಾತ ಮತ್ತು ಮಧುಮೇಹದಂತಹ ದೀರ್ಘಕಾಲದ ಸಮಸ್ಯೆಗಳನ್ನು ನಿಯಂತ್ರಿಸುವಲ್ಲಿ ಸಹಾಯ ಮಾಡುತ್ತವೆ. ಆಮ್ಲಾದಲ್ಲಿ ವಿಟಮಿನ್ ಸಿ ಯ ಉತ್ತಮ ಮೂಲವಾಗಿರುವುದರಿಂದ ಇದು ದೇಹದ ರೋಗನಿರೋಧಕ ಶಕ್ತಿಯನ್ನು ಬಲಪಡಿಸುತ್ತದೆ. ಯಾವುದು ಹೆಚ್ಚು ಆರೋಗ್ಯಕರ? ಪೇರಳೆ ಹಣ್ಣು ಫೈಬರ್‌ನಲ್ಲಿ ಸಮೃದ್ಧವಾಗಿದೆ. ಇದು ಜೀರ್ಣಕ್ರಿಯೆಯನ್ನು ಉತ್ತೇಜಿಸುತ್ತದೆ ಮತ್ತು ಮಲಬದ್ಧತೆಯನ್ನು ತಡೆಯುತ್ತದೆ. ಕರುಳಿನ ಆರೋಗ್ಯಕ್ಕೆ ಉತ್ತಮ. ಆಮ್ಲಾ ದೇಹವನ್ನು ನಿರ್ವಿಷಗೊಳಿಸಲು ಸಹಾಯ ಮಾಡುತ್ತದೆ. ಎರಡೂ ಹಣ್ಣುಗಳು ತಮ್ಮದೇ ಆದ ಪ್ರಯೋಜನಗಳನ್ನು ಹೊಂದಿವೆ. ಹಾಗಾಗಿ ಎರಡನ್ನೂ ಆಹಾರದಲ್ಲಿ ಸೇರಿಸಿಕೊಳ್ಳುವುದು ಉತ್ತಮ. ಆರೋಗ್ಯ ತಜ್ಞರು ಹೇಳುವ ಪ್ರಕಾರ ಪೇರಳೆ ಮತ್ತು ಆಮ್ಲಾ ಸೇವನೆ ಚರ್ಮದ ಆರೋಗ್ಯ ಸುಧಾರಿಸುತ್ತದೆ. xyxy=(556,1168,732,1353)
ai-headline-box xyxy=(366,46,922,88)
